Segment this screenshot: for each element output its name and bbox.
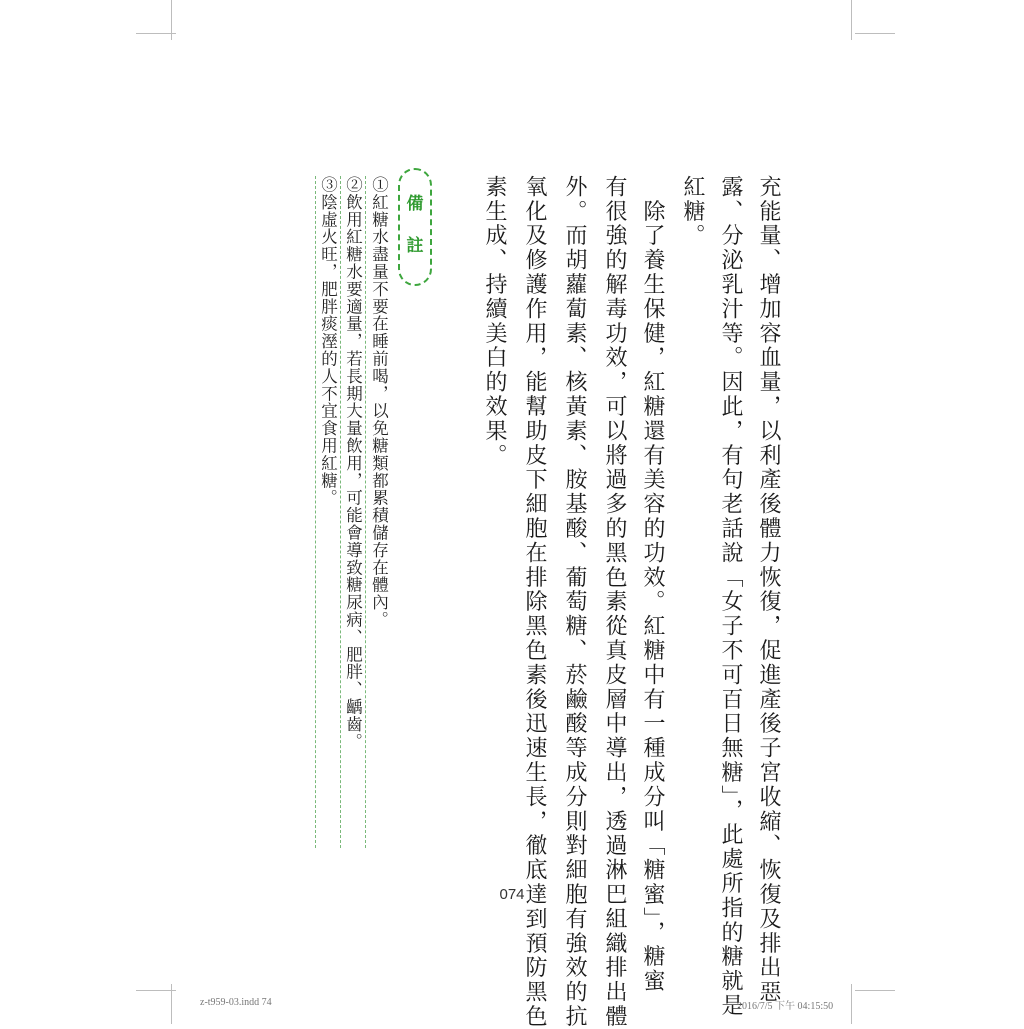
body-line: 露、分泌乳汁等。因此，有句老話說「女子不可百日無糖」，此處所指的糖就是: [718, 175, 743, 1018]
body-line: 有很強的解毒功效，可以將過多的黑色素從真皮層中導出，透過淋巴組織排出體: [602, 175, 627, 1029]
notes-label-bottom: 註: [406, 236, 424, 256]
body-line: 除了養生保健，紅糖還有美容的功效。紅糖中有一種成分叫「糖蜜」，糖蜜: [640, 175, 665, 994]
crop-mark: [855, 33, 895, 34]
crop-mark: [855, 990, 895, 991]
body-line: 氧化及修護作用，能幫助皮下細胞在排除黑色素後迅速生長，徹底達到預防黑色: [522, 175, 547, 1029]
slug-timestamp: 2016/7/5 下午 04:15:50: [737, 1001, 834, 1012]
note-divider: [315, 176, 316, 848]
crop-mark: [851, 984, 852, 1024]
slug-file-info: z-t959-03.indd 74: [200, 997, 272, 1008]
page-number: 074: [499, 886, 525, 903]
body-line: 外。而胡蘿蔔素、核黃素、胺基酸、葡萄糖、菸鹼酸等成分則對細胞有強效的抗: [562, 175, 587, 1029]
note-divider: [340, 176, 341, 848]
note-item: ①紅糖水盡量不要在睡前喝，以免糖類都累積儲存在體內。: [369, 176, 389, 629]
body-line: 紅糖。: [680, 175, 705, 249]
crop-mark: [171, 0, 172, 40]
note-item: ②飲用紅糖水要適量，若長期大量飲用，可能會導致糖尿病、肥胖、齲齒。: [343, 176, 363, 751]
crop-mark: [136, 33, 176, 34]
notes-label-badge: [398, 168, 432, 286]
notes-label-top: 備: [406, 194, 424, 214]
body-line: 素生成、持續美白的效果。: [482, 175, 507, 468]
note-item: ③陰虛火旺，肥胖痰溼的人不宜食用紅糖。: [318, 176, 338, 507]
body-line: 充能量、增加容血量，以利產後體力恢復，促進產後子宮收縮、恢復及排出惡: [756, 175, 781, 1005]
crop-mark: [851, 0, 852, 40]
note-divider: [365, 176, 366, 848]
crop-mark: [136, 990, 176, 991]
